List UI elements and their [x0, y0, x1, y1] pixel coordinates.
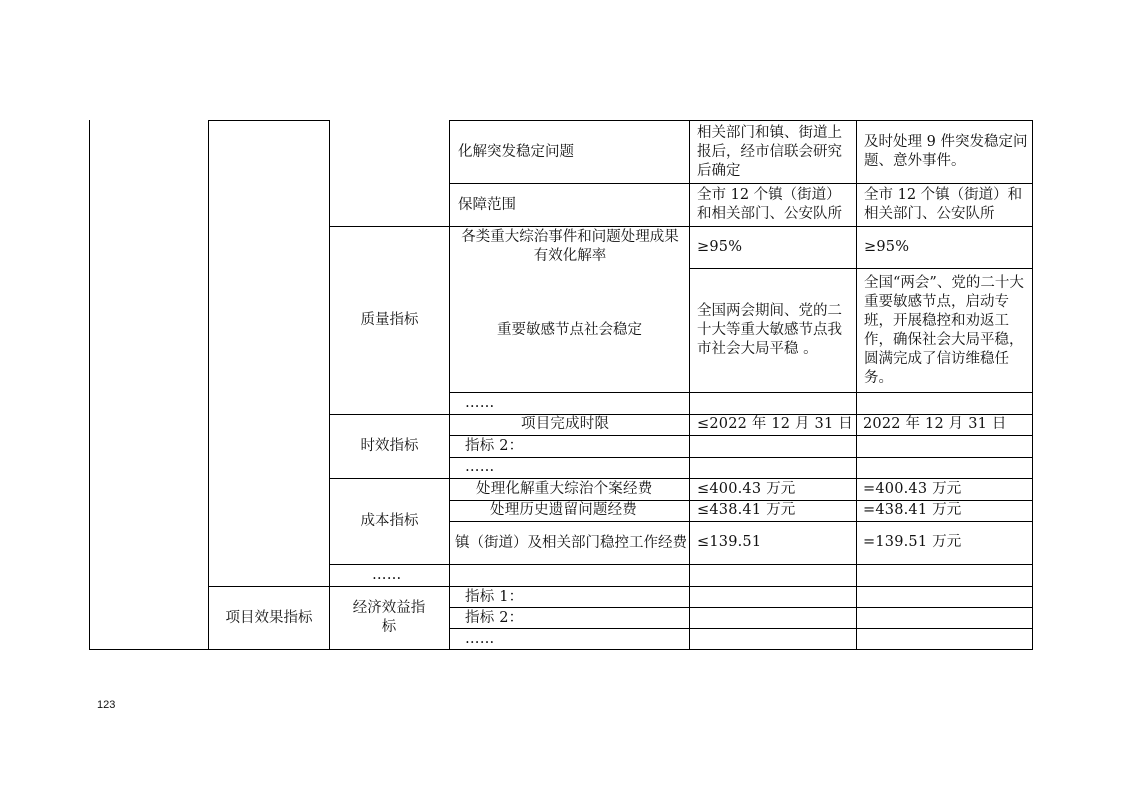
level1-label-effect: 项目效果指标: [225, 609, 313, 626]
row-rule: [449, 457, 1033, 458]
ellipsis-text: ……: [465, 631, 495, 647]
table-bottom-rule: [89, 649, 1033, 650]
target-cell: [697, 184, 855, 226]
indicator-cell: [455, 522, 687, 564]
target-text: ≤438.41 万元: [697, 502, 796, 518]
target-text: 相关部门和镇、街道上报后，经市信联会研究后确定: [697, 124, 842, 179]
actual-text: =139.51 万元: [863, 534, 962, 550]
col-rule-5: [689, 120, 690, 650]
actual-text: 全国“两会”、党的二十大重要敏感节点，启动专班，开展稳控和劝返工作，确保社会大局平稳，圆满完成了信访维稳任务。: [864, 274, 1024, 386]
target-text: ≤139.51: [697, 534, 762, 550]
indicator-text: 指标 1：: [465, 589, 524, 605]
indicator-text: 镇（街道）及相关部门稳控工作经费: [455, 534, 687, 551]
indicator-text: 各类重大综治事件和问题处理成果有效化解率: [461, 229, 679, 264]
ellipsis-text: ……: [465, 459, 495, 475]
indicator-text: 处理历史遗留问题经费: [490, 502, 637, 518]
actual-text: ≥95%: [864, 239, 910, 255]
indicator-cell: [455, 227, 685, 267]
row-rule: [208, 586, 1033, 587]
ellipsis-text: ……: [465, 395, 495, 411]
indicator-text: 指标 2：: [465, 438, 524, 454]
level3-label-cost: 成本指标: [360, 513, 419, 529]
actual-text: =400.43 万元: [863, 481, 962, 497]
row-rule: [449, 392, 1033, 393]
row-rule: [208, 120, 329, 121]
actual-cell: [864, 269, 1030, 392]
indicator-text: 项目完成时限: [521, 416, 610, 432]
target-text: ≤400.43 万元: [697, 481, 796, 497]
page-number: 123: [97, 699, 116, 711]
target-cell: [697, 121, 853, 183]
row-rule: [449, 607, 1033, 608]
actual-cell: [864, 184, 1030, 226]
indicator-text: 化解突发稳定问题: [458, 143, 574, 160]
indicator-text: 重要敏感节点社会稳定: [497, 322, 642, 338]
target-text: 全国两会期间、党的二十大等重大敏感节点我市社会大局平稳 。: [697, 302, 842, 357]
level3-label-quality: 质量指标: [360, 312, 419, 328]
col-rule-6: [856, 120, 857, 650]
row-rule: [449, 435, 1033, 436]
indicator-cell: [450, 269, 689, 392]
row-rule: [329, 564, 1033, 565]
actual-cell: [864, 121, 1028, 183]
col-rule-2: [208, 120, 209, 650]
indicator-text: 指标 2：: [465, 610, 524, 626]
ellipsis-text: ……: [372, 567, 402, 583]
indicator-text: 处理化解重大综治个案经费: [476, 481, 653, 497]
target-text: 全市 12 个镇（街道）和相关部门、公安队所: [697, 187, 842, 222]
level3-label-timeliness: 时效指标: [360, 438, 419, 454]
indicator-cell: [458, 184, 686, 226]
target-cell: [697, 292, 855, 368]
actual-text: 全市 12 个镇（街道）和相关部门、公安队所: [864, 187, 1023, 222]
col-rule-7: [1032, 120, 1033, 650]
row-rule: [449, 628, 1033, 629]
target-text: ≤2022 年 12 月 31 日: [697, 416, 853, 432]
level3-label-economic: 经济效益指标: [352, 600, 426, 635]
indicator-text: 保障范围: [458, 196, 516, 213]
actual-text: =438.41 万元: [863, 502, 962, 518]
col-rule-1: [89, 120, 90, 650]
actual-text: 2022 年 12 月 31 日: [863, 416, 1007, 432]
target-text: ≥95%: [697, 239, 743, 255]
indicator-cell: [458, 121, 686, 183]
actual-text: 及时处理 9 件突发稳定问题、意外事件。: [864, 134, 1028, 169]
